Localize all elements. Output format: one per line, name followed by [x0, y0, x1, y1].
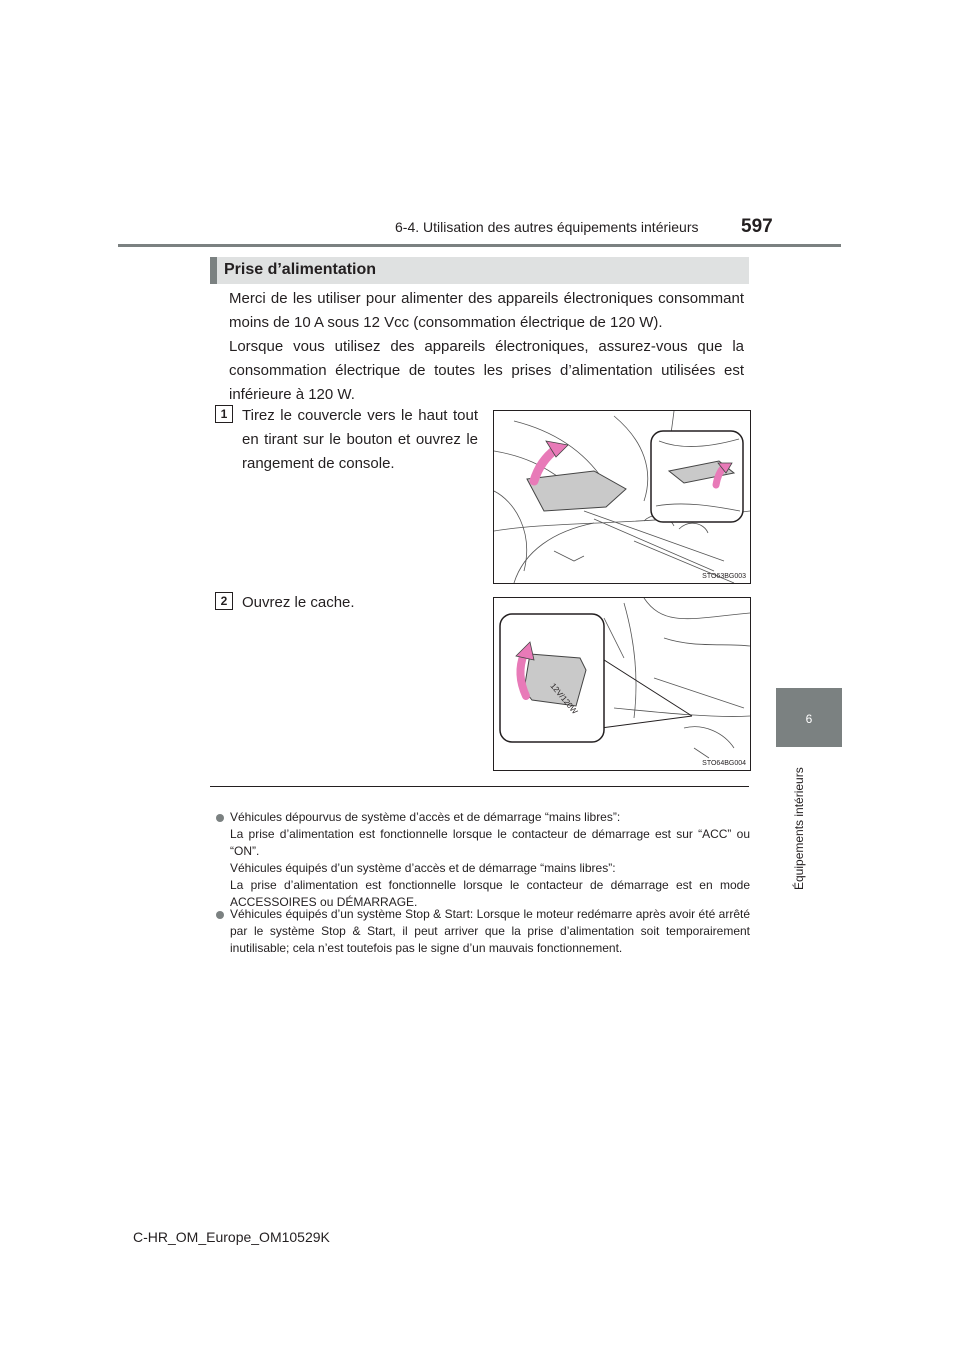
- note-1-line-3: Véhicules équipés d’un système d’accès et de démarrage “mains libres”:: [230, 861, 616, 875]
- section-title: Prise d’alimentation: [224, 261, 377, 278]
- page-number: 597: [741, 216, 773, 237]
- step-number-1: 1: [215, 405, 233, 423]
- bullet-icon: [216, 814, 224, 822]
- note-2-line-1: Véhicules équipés d’un système Stop & Start: Lorsque le moteur redémarre après avoir été arrêté par le système Stop & Start, il peut arriver que la prise d’alimentation soit temporairement inutilisable; cela n’est toutefois pas le signe d’un mauvais fonctionnement.: [230, 907, 750, 955]
- outlet-illustration: [494, 598, 750, 770]
- figure-code-1: STO63BG003: [702, 573, 746, 580]
- note-1-line-2: La prise d’alimentation est fonctionnelle lorsque le contacteur de démarrage est sur “ACC” ou “ON”.: [230, 827, 750, 858]
- intro-paragraph-2: Lorsque vous utilisez des appareils électroniques, assurez-vous que la consommation électrique de toutes les prises d’alimentation utilisées est inférieure à 120 W.: [229, 338, 744, 403]
- chapter-label: Équipements intérieurs: [792, 767, 806, 890]
- notes-divider: [210, 786, 749, 787]
- section-header: 6-4. Utilisation des autres équipements intérieurs: [395, 219, 699, 235]
- section-title-bar: [210, 257, 749, 284]
- note-1-line-4: La prise d’alimentation est fonctionnelle lorsque le contacteur de démarrage est en mode ACCESSOIRES ou DÉMARRAGE.: [230, 878, 750, 909]
- document-footer: C-HR_OM_Europe_OM10529K: [133, 1229, 330, 1245]
- bullet-icon: [216, 911, 224, 919]
- console-illustration: [494, 411, 750, 583]
- chapter-number: 6: [805, 712, 813, 726]
- step-text-1: Tirez le couvercle vers le haut tout en tirant sur le bouton et ouvrez le rangement de console.: [242, 407, 478, 472]
- note-1-line-1: Véhicules dépourvus de système d’accès et de démarrage “mains libres”:: [230, 810, 621, 824]
- note-item-2: [216, 906, 750, 957]
- step-text-2: Ouvrez le cache.: [242, 594, 355, 611]
- title-accent: [210, 257, 217, 284]
- chapter-label-container: [790, 750, 806, 890]
- step-number-2: 2: [215, 592, 233, 610]
- figure-code-2: STO64BG004: [702, 760, 746, 767]
- figure-power-outlet: [493, 597, 751, 771]
- note-item-1: [216, 809, 750, 911]
- intro-paragraph-1: Merci de les utiliser pour alimenter des appareils électroniques consommant moins de 10 A sous 12 Vcc (consommation électrique de 120 W).: [229, 290, 744, 331]
- header-divider: [118, 244, 841, 247]
- outlet-cap-label: 12V/120W: [548, 681, 580, 716]
- figure-console-box: [493, 410, 751, 584]
